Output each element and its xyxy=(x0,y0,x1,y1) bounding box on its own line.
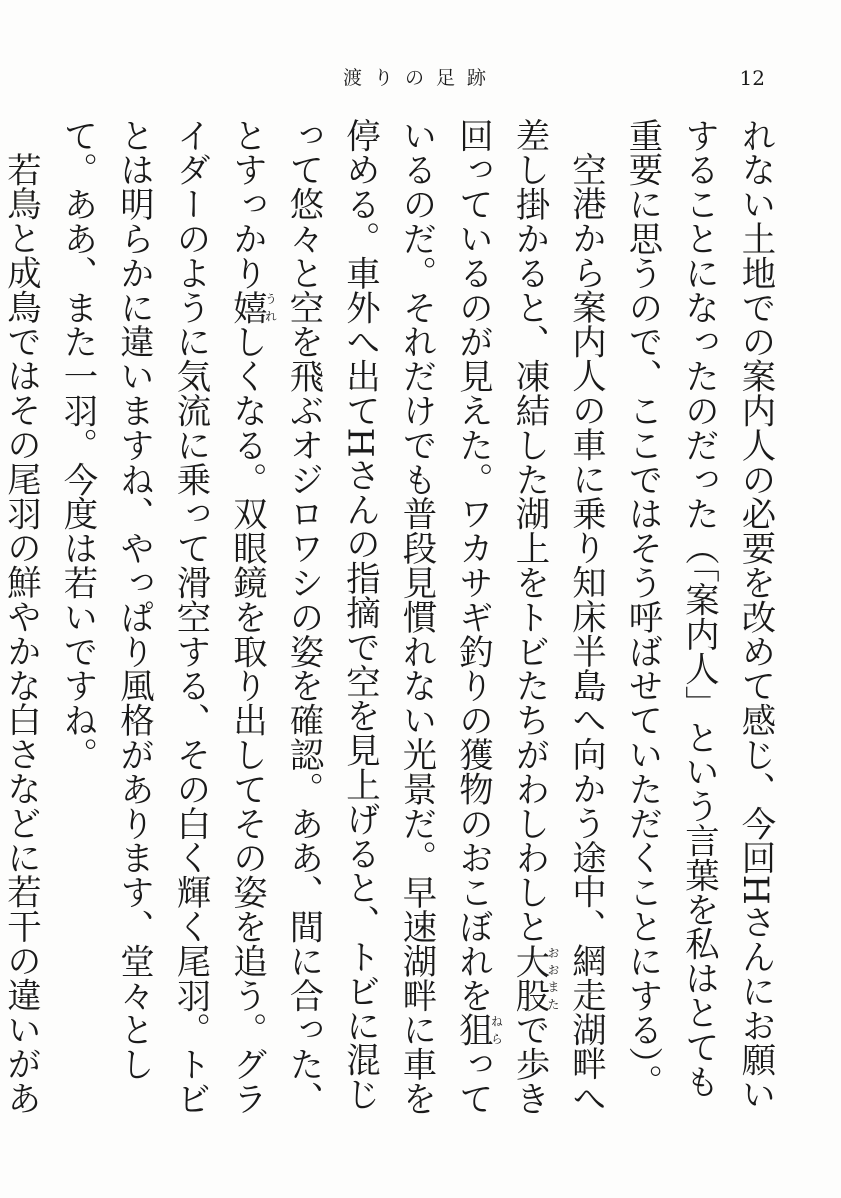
paragraph-2-text-d: しくなる。双眼鏡を取り出してその姿を追う。グライダーのように気流に乗って滑空する、その白く輝く尾羽。トビとは明らかに違いますね、やっぱり風格があります、堂々として。ああ、また一羽。今度は若いですね。 xyxy=(57,118,267,1116)
paragraph-3 xyxy=(0,118,49,1128)
paragraph-2 xyxy=(49,118,614,1128)
paragraph-3-text-a: 若鳥と成鳥ではその尾羽の鮮やかな白さなどに若干の違いがあ xyxy=(0,152,41,1116)
page-number: 12 xyxy=(739,66,765,90)
vertical-body-text xyxy=(0,118,783,1128)
ruby-base: 狙 xyxy=(452,1012,493,1047)
paragraph-2-text-c: っているのだ。それだけでも普段見慣れない光景だ。早速湖畔に車を停める。車外へ出てHさんの指摘で空を見上げると、トビに混じって悠々と空を飛ぶオジロワシの姿を確認。ああ、間に合った、とすっかり xyxy=(226,118,493,1116)
ruby-reading: うれ xyxy=(263,290,278,325)
paragraph-2-text-a: 空港から案内人の車に乗り知床半島へ向かう途中、網走湖畔へ差し掛かると、凍結した湖上をトビたちがわしわしと xyxy=(509,118,606,1116)
ruby-base: 大股 xyxy=(509,943,549,1013)
running-title: 渡りの足跡 xyxy=(342,67,498,89)
ruby-reading: おおまた xyxy=(546,943,560,1013)
paragraph-1-text: れない土地での案内人の必要を改めて感じ、今回Hさんにお願いすることになったのだった（「案内人」という言葉を私はとても重要に思うので、ここではそう呼ばせていただくことにする）。 xyxy=(622,118,775,1112)
paragraph-2-text-b: で歩き回っているのが見えた。ワカサギ釣りの獲物のおこぼれを xyxy=(452,118,549,1116)
ruby-oomata xyxy=(509,943,560,1013)
ruby-reading: ねら xyxy=(489,1012,504,1047)
ruby-nera xyxy=(452,1012,504,1047)
ruby-ure xyxy=(226,290,278,325)
paragraph-1 xyxy=(614,118,784,1128)
ruby-base: 嬉 xyxy=(226,290,267,325)
